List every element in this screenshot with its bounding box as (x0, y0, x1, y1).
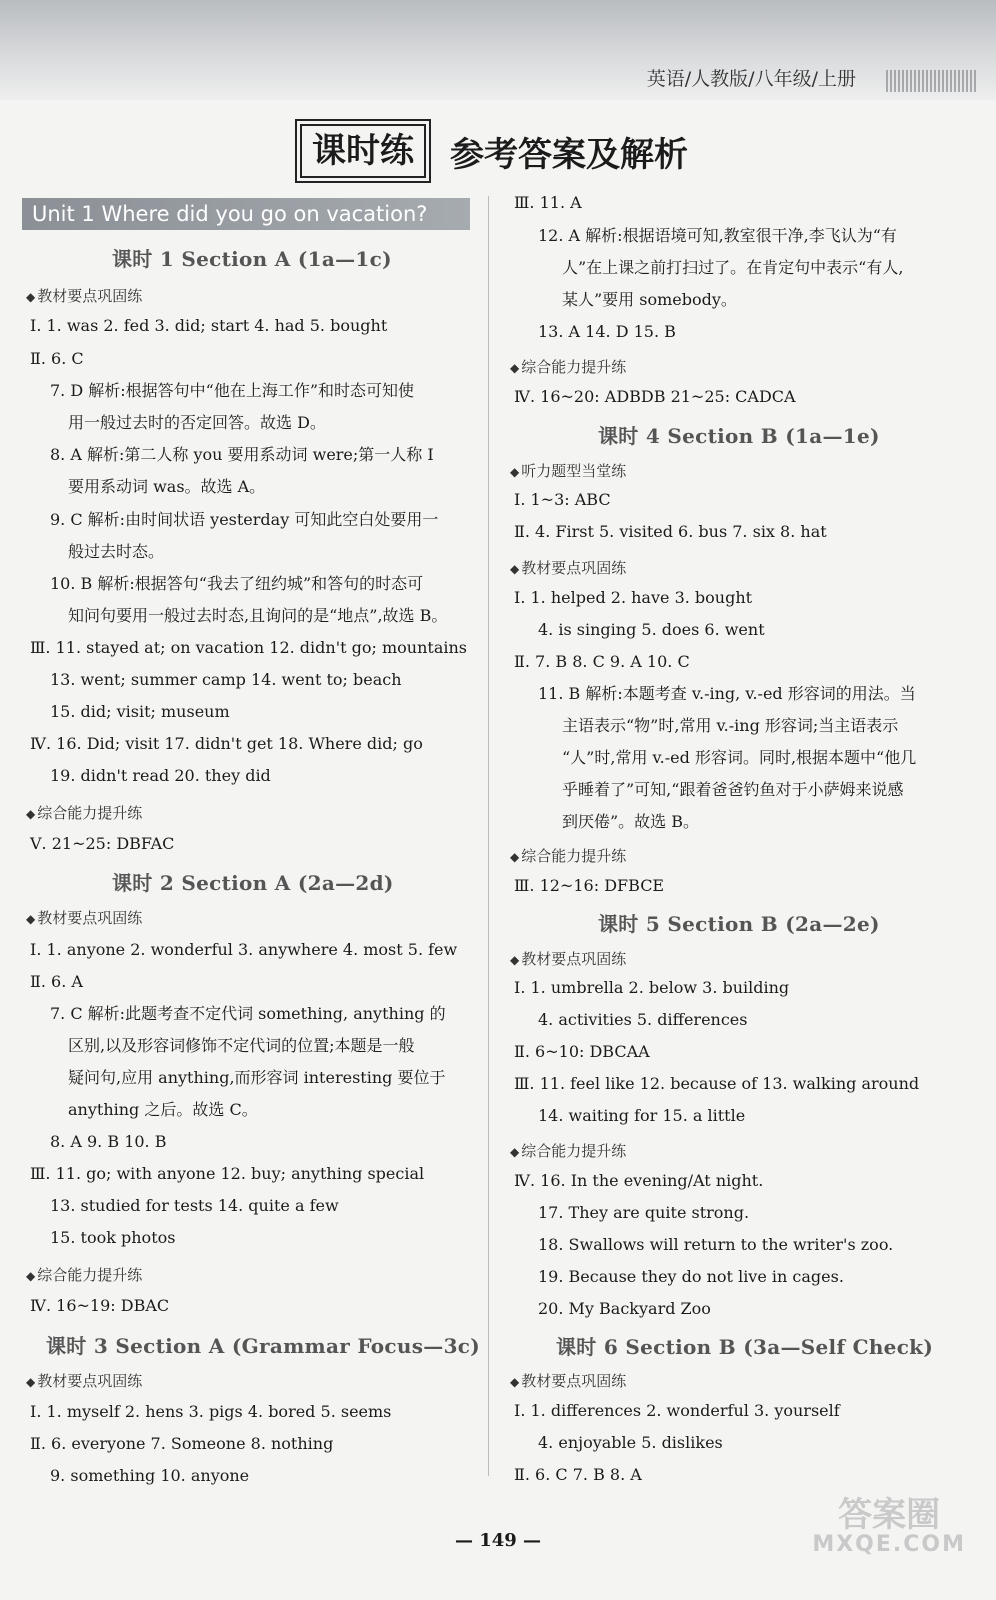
answer-line: Ⅳ. 16. In the evening/At night. (514, 1171, 764, 1190)
answer-line: Ⅰ. 1. myself 2. hens 3. pigs 4. bored 5. seems (30, 1402, 392, 1421)
answer-line: 要用系动词 was。故选 A。 (68, 477, 266, 496)
section-subheading: ◆ 综合能力提升练 (510, 847, 627, 865)
answer-line: Ⅲ. 12~16: DFBCE (514, 876, 665, 895)
answer-line: 18. Swallows will return to the writer's zoo. (538, 1235, 894, 1254)
diamond-icon: ◆ (26, 912, 36, 926)
answer-line: Ⅰ. 1. was 2. fed 3. did; start 4. had 5. bought (30, 316, 388, 335)
diamond-icon: ◆ (510, 361, 520, 375)
answer-line: 11. B 解析:本题考查 v.-ing, v.-ed 形容词的用法。当 (538, 684, 916, 703)
section-subheading: ◆ 综合能力提升练 (510, 358, 627, 376)
title-text: 参考答案及解析 (450, 134, 688, 175)
answer-line: 乎睡着了”可知,“跟着爸爸钓鱼对于小萨姆来说感 (562, 780, 904, 799)
answer-line: 4. enjoyable 5. dislikes (538, 1433, 723, 1452)
answer-line: 9. C 解析:由时间状语 yesterday 可知此空白处要用一 (50, 510, 439, 529)
answer-line: 13. A 14. D 15. B (538, 322, 676, 341)
answer-line: Ⅱ. 7. B 8. C 9. A 10. C (514, 652, 690, 671)
page-title (300, 122, 688, 180)
answer-line: Ⅱ. 6. C (30, 349, 84, 368)
answer-line: 19. didn't read 20. they did (50, 766, 271, 785)
answer-line: 13. went; summer camp 14. went to; beach (50, 670, 402, 689)
answer-line: “人”时,常用 v.-ed 形容词。同时,根据本题中“他几 (562, 748, 917, 767)
diamond-icon: ◆ (26, 1269, 36, 1283)
answer-line: Ⅴ. 21~25: DBFAC (30, 834, 175, 853)
answer-line: Ⅱ. 6~10: DBCAA (514, 1042, 650, 1061)
watermark-url: MXQE.COM (812, 1532, 966, 1557)
answer-line: Ⅰ. 1. differences 2. wonderful 3. yourself (514, 1401, 840, 1420)
diamond-icon: ◆ (26, 1375, 36, 1389)
watermark-logo-text: 答案圈 (838, 1495, 941, 1535)
section-subheading: ◆ 综合能力提升练 (26, 804, 143, 822)
answer-line: 13. studied for tests 14. quite a few (50, 1196, 339, 1215)
section-subheading: ◆ 教材要点巩固练 (26, 1372, 143, 1390)
answer-line: 4. activities 5. differences (538, 1010, 748, 1029)
section-subheading: ◆ 教材要点巩固练 (510, 950, 627, 968)
answer-line: Ⅳ. 16~19: DBAC (30, 1296, 170, 1315)
diamond-icon: ◆ (510, 465, 520, 479)
answer-line: 人”在上课之前打扫过了。在肯定句中表示“有人, (562, 258, 904, 277)
section-subheading: ◆ 教材要点巩固练 (26, 909, 143, 927)
answer-line: 疑问句,应用 anything,而形容词 interesting 要位于 (68, 1068, 446, 1087)
answer-line: Ⅰ. 1. umbrella 2. below 3. building (514, 978, 790, 997)
unit-banner: Unit 1 Where did you go on vacation? (22, 198, 470, 230)
diamond-icon: ◆ (510, 1145, 520, 1159)
watermark (812, 1495, 966, 1560)
diamond-icon: ◆ (510, 850, 520, 864)
answer-line: 7. D 解析:根据答句中“他在上海工作”和时态可知使 (50, 381, 415, 400)
answer-line: Ⅲ. 11. A (514, 193, 582, 212)
answer-line: 15. took photos (50, 1228, 176, 1247)
answer-line: 区别,以及形容词修饰不定代词的位置;本题是一般 (68, 1036, 415, 1055)
answer-line: Ⅲ. 11. go; with anyone 12. buy; anything special (30, 1164, 425, 1183)
header-hatch (886, 70, 976, 92)
lesson-heading: 课时 2 Section A (2a—2d) (112, 871, 394, 895)
lesson-heading: 课时 1 Section A (1a—1c) (112, 247, 392, 271)
section-subheading: ◆ 教材要点巩固练 (510, 559, 627, 577)
answer-line: 主语表示“物”时,常用 v.-ing 形容词;当主语表示 (562, 716, 899, 735)
diamond-icon: ◆ (510, 562, 520, 576)
answer-line: Ⅱ. 4. First 5. visited 6. bus 7. six 8. hat (514, 522, 827, 541)
lesson-heading: 课时 4 Section B (1a—1e) (598, 424, 880, 448)
answer-line: Ⅰ. 1. helped 2. have 3. bought (514, 588, 753, 607)
answer-line: 15. did; visit; museum (50, 702, 230, 721)
answer-line: 用一般过去时的否定回答。故选 D。 (68, 413, 326, 432)
answer-line: Ⅲ. 11. feel like 12. because of 13. walking around (514, 1074, 920, 1093)
answer-line: 9. something 10. anyone (50, 1466, 250, 1485)
answer-line: 17. They are quite strong. (538, 1203, 750, 1222)
lesson-heading: 课时 6 Section B (3a—Self Check) (556, 1335, 934, 1359)
answer-line: Ⅱ. 6. A (30, 972, 83, 991)
answer-line: 8. A 9. B 10. B (50, 1132, 167, 1151)
answer-line: 10. B 解析:根据答句“我去了纽约城”和答句的时态可 (50, 574, 424, 593)
answer-line: 某人”要用 somebody。 (562, 290, 737, 309)
section-subheading: ◆ 综合能力提升练 (26, 1266, 143, 1284)
answer-line: Ⅳ. 16. Did; visit 17. didn't get 18. Where did; go (30, 734, 423, 753)
lesson-heading: 课时 3 Section A (Grammar Focus—3c) (46, 1334, 481, 1358)
answer-line: 般过去时态。 (68, 542, 165, 561)
answer-line: 4. is singing 5. does 6. went (538, 620, 765, 639)
book-label: 英语/人教版/八年级/上册 (646, 68, 856, 90)
answer-line: 14. waiting for 15. a little (538, 1106, 746, 1125)
answer-line: Ⅲ. 11. stayed at; on vacation 12. didn't go; mountains (30, 638, 467, 657)
diamond-icon: ◆ (510, 953, 520, 967)
page-number: — 149 — (454, 1530, 542, 1551)
section-subheading: ◆ 综合能力提升练 (510, 1142, 627, 1160)
answer-line: 12. A 解析:根据语境可知,教室很干净,李飞认为“有 (538, 226, 897, 245)
title-box: 课时练 (300, 124, 426, 178)
section-subheading: ◆ 教材要点巩固练 (510, 1372, 627, 1390)
answer-line: 19. Because they do not live in cages. (538, 1267, 844, 1286)
answer-line: Ⅰ. 1. anyone 2. wonderful 3. anywhere 4. most 5. few (30, 940, 458, 959)
answer-line: 20. My Backyard Zoo (538, 1299, 711, 1318)
answer-line: Ⅱ. 6. C 7. B 8. A (514, 1465, 642, 1484)
answer-line: 8. A 解析:第二人称 you 要用系动词 were;第一人称 I (50, 445, 434, 464)
answer-line: 知问句要用一般过去时态,且询问的是“地点”,故选 B。 (68, 606, 448, 625)
answer-line: 到厌倦”。故选 B。 (562, 812, 700, 831)
answer-line: Ⅳ. 16~20: ADBDB 21~25: CADCA (514, 387, 796, 406)
answer-line: 7. C 解析:此题考查不定代词 something, anything 的 (50, 1004, 446, 1023)
diamond-icon: ◆ (510, 1375, 520, 1389)
lesson-heading: 课时 5 Section B (2a—2e) (598, 912, 880, 936)
answer-line: Ⅱ. 6. everyone 7. Someone 8. nothing (30, 1434, 334, 1453)
diamond-icon: ◆ (26, 807, 36, 821)
section-subheading: ◆ 教材要点巩固练 (26, 287, 143, 305)
answer-line: Ⅰ. 1~3: ABC (514, 490, 611, 509)
answer-line: anything 之后。故选 C。 (68, 1100, 258, 1119)
diamond-icon: ◆ (26, 290, 36, 304)
section-subheading: ◆ 听力题型当堂练 (510, 462, 627, 480)
column-divider (488, 196, 489, 1476)
